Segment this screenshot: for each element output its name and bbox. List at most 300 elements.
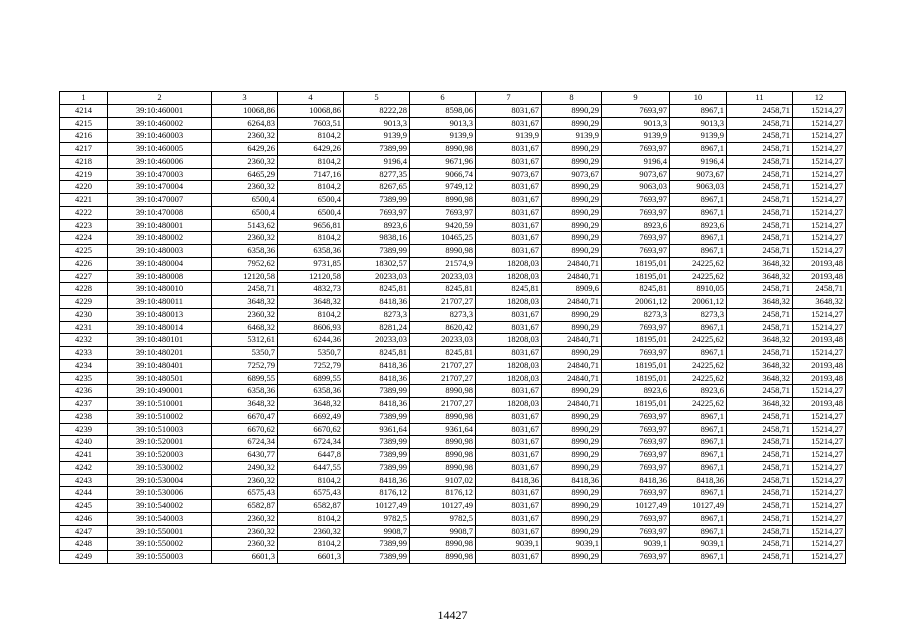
value-cell: 2458,71: [727, 117, 793, 130]
row-number-cell: 4245: [60, 500, 108, 513]
value-cell: 15214,27: [793, 449, 846, 462]
value-cell: 2458,71: [727, 347, 793, 360]
value-cell: 6899,55: [278, 372, 344, 385]
value-cell: 8418,36: [344, 372, 410, 385]
value-cell: 6575,43: [212, 487, 278, 500]
column-header: 8: [542, 92, 602, 105]
value-cell: 3648,32: [727, 398, 793, 411]
value-cell: 3648,32: [727, 296, 793, 309]
value-cell: 8990,98: [410, 245, 476, 258]
table-row: [60, 283, 846, 296]
value-cell: 8418,36: [344, 296, 410, 309]
column-header: 7: [476, 92, 542, 105]
value-cell: 7389,99: [344, 143, 410, 156]
value-cell: 8967,1: [670, 512, 727, 525]
value-cell: 8990,29: [542, 232, 602, 245]
value-cell: 24840,71: [542, 372, 602, 385]
value-cell: 6500,4: [278, 206, 344, 219]
value-cell: 2360,32: [212, 181, 278, 194]
value-cell: 8990,98: [410, 449, 476, 462]
row-number-cell: 4216: [60, 130, 108, 143]
column-header: 9: [602, 92, 670, 105]
value-cell: 9782,5: [410, 512, 476, 525]
table-row: [60, 117, 846, 130]
cadastral-number-cell: 39:10:480101: [108, 334, 212, 347]
value-cell: 7693,97: [602, 143, 670, 156]
value-cell: 15214,27: [793, 308, 846, 321]
value-cell: 2360,32: [212, 474, 278, 487]
value-cell: 20193,48: [793, 270, 846, 283]
value-cell: 7693,97: [344, 206, 410, 219]
value-cell: 8245,81: [602, 283, 670, 296]
value-cell: 8990,29: [542, 308, 602, 321]
table-row: [60, 423, 846, 436]
value-cell: 9139,9: [344, 130, 410, 143]
value-cell: 18208,03: [476, 257, 542, 270]
value-cell: 18208,03: [476, 398, 542, 411]
value-cell: 2458,71: [727, 283, 793, 296]
value-cell: 9139,9: [602, 130, 670, 143]
value-cell: 7389,99: [344, 436, 410, 449]
cadastral-number-cell: 39:10:540003: [108, 512, 212, 525]
value-cell: 7693,97: [602, 449, 670, 462]
value-cell: 8990,29: [542, 525, 602, 538]
table-header-row: [60, 92, 846, 105]
value-cell: 8967,1: [670, 423, 727, 436]
table-row: [60, 232, 846, 245]
value-cell: 7693,97: [602, 551, 670, 564]
cadastral-number-cell: 39:10:490001: [108, 385, 212, 398]
value-cell: 9782,5: [344, 512, 410, 525]
value-cell: 2458,71: [727, 487, 793, 500]
value-cell: 7389,99: [344, 385, 410, 398]
table-row: [60, 500, 846, 513]
cadastral-number-cell: 39:10:530004: [108, 474, 212, 487]
value-cell: 8418,36: [344, 398, 410, 411]
value-cell: 8990,29: [542, 206, 602, 219]
value-cell: 15214,27: [793, 168, 846, 181]
cadastral-number-cell: 39:10:540002: [108, 500, 212, 513]
value-cell: 8967,1: [670, 232, 727, 245]
value-cell: 12120,58: [278, 270, 344, 283]
value-cell: 2490,32: [212, 461, 278, 474]
value-cell: 6447,55: [278, 461, 344, 474]
value-cell: 8990,29: [542, 194, 602, 207]
value-cell: 2458,71: [727, 206, 793, 219]
value-cell: 8990,98: [410, 194, 476, 207]
value-cell: 8031,67: [476, 308, 542, 321]
value-cell: 9749,12: [410, 181, 476, 194]
value-cell: 8967,1: [670, 461, 727, 474]
value-cell: 6582,87: [212, 500, 278, 513]
value-cell: 20061,12: [602, 296, 670, 309]
value-cell: 6244,36: [278, 334, 344, 347]
value-cell: 9838,16: [344, 232, 410, 245]
value-cell: 9420,59: [410, 219, 476, 232]
value-cell: 6358,36: [212, 245, 278, 258]
value-cell: 2360,32: [212, 308, 278, 321]
value-cell: 9073,67: [602, 168, 670, 181]
value-cell: 18195,01: [602, 334, 670, 347]
row-number-cell: 4222: [60, 206, 108, 219]
value-cell: 2458,71: [727, 155, 793, 168]
row-number-cell: 4221: [60, 194, 108, 207]
value-cell: 8967,1: [670, 525, 727, 538]
row-number-cell: 4238: [60, 410, 108, 423]
value-cell: 3648,32: [278, 398, 344, 411]
table-row: [60, 449, 846, 462]
table-row: [60, 551, 846, 564]
value-cell: 10127,49: [344, 500, 410, 513]
table-row: [60, 474, 846, 487]
value-cell: 8031,67: [476, 245, 542, 258]
value-cell: 8031,67: [476, 321, 542, 334]
value-cell: 7389,99: [344, 461, 410, 474]
value-cell: 2458,71: [727, 219, 793, 232]
value-cell: 6582,87: [278, 500, 344, 513]
value-cell: 15214,27: [793, 321, 846, 334]
value-cell: 10127,49: [410, 500, 476, 513]
value-cell: 20233,03: [410, 334, 476, 347]
value-cell: 18195,01: [602, 359, 670, 372]
cadastral-number-cell: 39:10:480002: [108, 232, 212, 245]
value-cell: 15214,27: [793, 219, 846, 232]
value-cell: 8967,1: [670, 487, 727, 500]
value-cell: 9361,64: [410, 423, 476, 436]
value-cell: 6447,8: [278, 449, 344, 462]
value-cell: 6465,29: [212, 168, 278, 181]
value-cell: 3648,32: [727, 257, 793, 270]
value-cell: 8031,67: [476, 194, 542, 207]
value-cell: 8990,98: [410, 551, 476, 564]
value-cell: 7693,97: [602, 423, 670, 436]
value-cell: 18195,01: [602, 372, 670, 385]
value-cell: 8967,1: [670, 104, 727, 117]
cadastral-number-cell: 39:10:480008: [108, 270, 212, 283]
value-cell: 5350,7: [212, 347, 278, 360]
value-cell: 2360,32: [212, 232, 278, 245]
row-number-cell: 4214: [60, 104, 108, 117]
row-number-cell: 4241: [60, 449, 108, 462]
value-cell: 8990,29: [542, 347, 602, 360]
value-cell: 24225,62: [670, 359, 727, 372]
value-cell: 7389,99: [344, 245, 410, 258]
row-number-cell: 4227: [60, 270, 108, 283]
value-cell: 24840,71: [542, 334, 602, 347]
cadastral-number-cell: 39:10:510001: [108, 398, 212, 411]
value-cell: 8923,6: [344, 219, 410, 232]
value-cell: 24840,71: [542, 359, 602, 372]
row-number-cell: 4220: [60, 181, 108, 194]
cadastral-number-cell: 39:10:550002: [108, 538, 212, 551]
table-row: [60, 168, 846, 181]
value-cell: 7693,97: [602, 104, 670, 117]
value-cell: 10127,49: [670, 500, 727, 513]
value-cell: 8031,67: [476, 206, 542, 219]
row-number-cell: 4235: [60, 372, 108, 385]
cadastral-number-cell: 39:10:470004: [108, 181, 212, 194]
value-cell: 15214,27: [793, 487, 846, 500]
value-cell: 2458,71: [727, 461, 793, 474]
value-cell: 9196,4: [602, 155, 670, 168]
value-cell: 8990,98: [410, 143, 476, 156]
value-cell: 15214,27: [793, 474, 846, 487]
value-cell: 9013,3: [344, 117, 410, 130]
cadastral-number-cell: 39:10:510002: [108, 410, 212, 423]
value-cell: 6358,36: [278, 245, 344, 258]
value-cell: 2360,32: [212, 155, 278, 168]
value-cell: 18208,03: [476, 270, 542, 283]
value-cell: 6429,26: [278, 143, 344, 156]
value-cell: 2458,71: [727, 194, 793, 207]
value-cell: 9139,9: [542, 130, 602, 143]
value-cell: 2360,32: [212, 130, 278, 143]
row-number-cell: 4231: [60, 321, 108, 334]
value-cell: 18302,57: [344, 257, 410, 270]
value-cell: 8967,1: [670, 449, 727, 462]
value-cell: 8273,3: [410, 308, 476, 321]
value-cell: 7693,97: [602, 512, 670, 525]
value-cell: 12120,58: [212, 270, 278, 283]
value-cell: 20061,12: [670, 296, 727, 309]
value-cell: 8245,81: [410, 283, 476, 296]
value-cell: 2458,71: [727, 104, 793, 117]
value-cell: 9013,3: [410, 117, 476, 130]
value-cell: 6670,62: [278, 423, 344, 436]
value-cell: 10465,25: [410, 232, 476, 245]
cadastral-number-cell: 39:10:460001: [108, 104, 212, 117]
value-cell: 8967,1: [670, 551, 727, 564]
value-cell: 8281,24: [344, 321, 410, 334]
value-cell: 2458,71: [727, 500, 793, 513]
table-row: [60, 487, 846, 500]
value-cell: 5350,7: [278, 347, 344, 360]
table-row: [60, 410, 846, 423]
row-number-cell: 4243: [60, 474, 108, 487]
value-cell: 15214,27: [793, 181, 846, 194]
row-number-cell: 4249: [60, 551, 108, 564]
value-cell: 2458,71: [727, 474, 793, 487]
value-cell: 7389,99: [344, 410, 410, 423]
value-cell: 7603,51: [278, 117, 344, 130]
value-cell: 7693,97: [602, 206, 670, 219]
value-cell: 6575,43: [278, 487, 344, 500]
value-cell: 15214,27: [793, 155, 846, 168]
value-cell: 2458,71: [727, 130, 793, 143]
value-cell: 15214,27: [793, 245, 846, 258]
table-row: [60, 359, 846, 372]
value-cell: 3648,32: [793, 296, 846, 309]
value-cell: 8031,67: [476, 525, 542, 538]
value-cell: 2458,71: [727, 512, 793, 525]
value-cell: 8967,1: [670, 410, 727, 423]
value-cell: 8031,67: [476, 181, 542, 194]
cadastral-number-cell: 39:10:520003: [108, 449, 212, 462]
value-cell: 8104,2: [278, 538, 344, 551]
value-cell: 7252,79: [278, 359, 344, 372]
value-cell: 8990,98: [410, 436, 476, 449]
value-cell: 8245,81: [476, 283, 542, 296]
value-cell: 9361,64: [344, 423, 410, 436]
value-cell: 24840,71: [542, 296, 602, 309]
table-row: [60, 219, 846, 232]
table-row: [60, 143, 846, 156]
cadastral-number-cell: 39:10:530002: [108, 461, 212, 474]
value-cell: 7389,99: [344, 551, 410, 564]
value-cell: 20193,48: [793, 398, 846, 411]
value-cell: 8245,81: [344, 283, 410, 296]
table-row: [60, 398, 846, 411]
value-cell: 8909,6: [542, 283, 602, 296]
value-cell: 8923,6: [670, 385, 727, 398]
value-cell: 8923,6: [602, 385, 670, 398]
value-cell: 7693,97: [602, 245, 670, 258]
table-row: [60, 181, 846, 194]
value-cell: 7693,97: [602, 194, 670, 207]
value-cell: 2458,71: [727, 410, 793, 423]
value-cell: 9073,67: [476, 168, 542, 181]
cadastral-number-cell: 39:10:530006: [108, 487, 212, 500]
row-number-cell: 4236: [60, 385, 108, 398]
value-cell: 8273,3: [670, 308, 727, 321]
value-cell: 8176,12: [344, 487, 410, 500]
row-number-cell: 4230: [60, 308, 108, 321]
value-cell: 8967,1: [670, 206, 727, 219]
value-cell: 15214,27: [793, 461, 846, 474]
value-cell: 5143,62: [212, 219, 278, 232]
value-cell: 7693,97: [602, 232, 670, 245]
table-row: [60, 461, 846, 474]
cadastral-number-cell: 39:10:550001: [108, 525, 212, 538]
value-cell: 2458,71: [727, 232, 793, 245]
table-row: [60, 257, 846, 270]
value-cell: 7693,97: [410, 206, 476, 219]
value-cell: 9039,1: [542, 538, 602, 551]
cadastral-number-cell: 39:10:550003: [108, 551, 212, 564]
value-cell: 8418,36: [476, 474, 542, 487]
table-row: [60, 206, 846, 219]
value-cell: 8031,67: [476, 436, 542, 449]
value-cell: 21707,27: [410, 359, 476, 372]
value-cell: 8620,42: [410, 321, 476, 334]
value-cell: 15214,27: [793, 130, 846, 143]
value-cell: 8990,29: [542, 181, 602, 194]
row-number-cell: 4233: [60, 347, 108, 360]
value-cell: 8990,29: [542, 385, 602, 398]
value-cell: 9656,81: [278, 219, 344, 232]
value-cell: 10068,86: [278, 104, 344, 117]
value-cell: 20233,03: [344, 334, 410, 347]
value-cell: 8418,36: [602, 474, 670, 487]
row-number-cell: 4234: [60, 359, 108, 372]
value-cell: 2360,32: [212, 525, 278, 538]
value-cell: 6429,26: [212, 143, 278, 156]
value-cell: 6430,77: [212, 449, 278, 462]
table-row: [60, 245, 846, 258]
value-cell: 6500,4: [212, 194, 278, 207]
value-cell: 8273,3: [602, 308, 670, 321]
value-cell: 8990,29: [542, 245, 602, 258]
cadastral-number-cell: 39:10:510003: [108, 423, 212, 436]
value-cell: 8990,29: [542, 500, 602, 513]
value-cell: 8104,2: [278, 474, 344, 487]
value-cell: 24225,62: [670, 372, 727, 385]
column-header: 5: [344, 92, 410, 105]
value-cell: 6358,36: [212, 385, 278, 398]
value-cell: 8245,81: [410, 347, 476, 360]
value-cell: 9039,1: [476, 538, 542, 551]
row-number-cell: 4228: [60, 283, 108, 296]
value-cell: 15214,27: [793, 143, 846, 156]
value-cell: 9073,67: [670, 168, 727, 181]
value-cell: 6670,62: [212, 423, 278, 436]
value-cell: 2458,71: [727, 449, 793, 462]
value-cell: 8031,67: [476, 143, 542, 156]
value-cell: 15214,27: [793, 525, 846, 538]
column-header: 10: [670, 92, 727, 105]
table-row: [60, 347, 846, 360]
row-number-cell: 4237: [60, 398, 108, 411]
table-row: [60, 512, 846, 525]
table-row: [60, 436, 846, 449]
value-cell: 8031,67: [476, 500, 542, 513]
value-cell: 8418,36: [670, 474, 727, 487]
value-cell: 8923,6: [670, 219, 727, 232]
table-row: [60, 104, 846, 117]
value-cell: 21707,27: [410, 296, 476, 309]
cadastral-number-cell: 39:10:470007: [108, 194, 212, 207]
value-cell: 8176,12: [410, 487, 476, 500]
column-header: 1: [60, 92, 108, 105]
value-cell: 2458,71: [212, 283, 278, 296]
row-number-cell: 4247: [60, 525, 108, 538]
value-cell: 8031,67: [476, 347, 542, 360]
cadastral-number-cell: 39:10:520001: [108, 436, 212, 449]
value-cell: 2458,71: [727, 245, 793, 258]
value-cell: 8031,67: [476, 551, 542, 564]
value-cell: 15214,27: [793, 232, 846, 245]
value-cell: 15214,27: [793, 551, 846, 564]
value-cell: 8967,1: [670, 194, 727, 207]
value-cell: 8031,67: [476, 449, 542, 462]
value-cell: 4832,73: [278, 283, 344, 296]
value-cell: 20193,48: [793, 257, 846, 270]
value-cell: 2458,71: [727, 551, 793, 564]
row-number-cell: 4215: [60, 117, 108, 130]
value-cell: 7693,97: [602, 525, 670, 538]
value-cell: 9908,7: [344, 525, 410, 538]
value-cell: 15214,27: [793, 423, 846, 436]
value-cell: 8031,67: [476, 385, 542, 398]
value-cell: 18208,03: [476, 372, 542, 385]
value-cell: 9073,67: [542, 168, 602, 181]
value-cell: 2458,71: [727, 143, 793, 156]
value-cell: 9731,85: [278, 257, 344, 270]
cadastral-number-cell: 39:10:480001: [108, 219, 212, 232]
cadastral-number-cell: 39:10:480010: [108, 283, 212, 296]
value-cell: 8990,29: [542, 410, 602, 423]
table-row: [60, 525, 846, 538]
value-cell: 8990,29: [542, 436, 602, 449]
value-cell: 8273,3: [344, 308, 410, 321]
value-cell: 6670,47: [212, 410, 278, 423]
value-cell: 8990,29: [542, 117, 602, 130]
value-cell: 10068,86: [212, 104, 278, 117]
row-number-cell: 4225: [60, 245, 108, 258]
value-cell: 20193,48: [793, 359, 846, 372]
value-cell: 8031,67: [476, 423, 542, 436]
table-row: [60, 155, 846, 168]
